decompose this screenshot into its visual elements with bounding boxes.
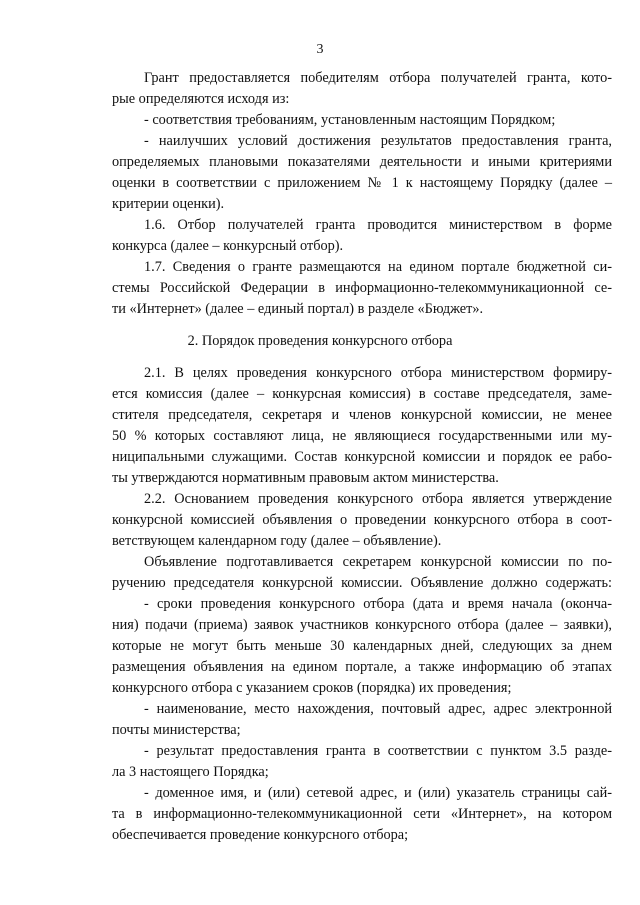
- text-line: критерии оценки).: [112, 196, 225, 212]
- text-line: 2.2. Основанием проведения конкурсного отбора является утверждение: [144, 491, 612, 507]
- text-line: ветствующем календарном году (далее – объявление).: [112, 533, 442, 549]
- text-line: - результат предоставления гранта в соответствии с пунктом 3.5 разде-: [144, 743, 612, 759]
- text-line: ты утверждаются нормативным правовым актом министерства.: [112, 470, 499, 486]
- text-line: ручению председателя конкурсной комиссии. Объявление должно содержать:: [112, 575, 612, 591]
- text-line: - наилучших условий достижения результатов предоставления гранта,: [144, 133, 612, 149]
- text-line: 2.1. В целях проведения конкурсного отбора министерством формиру-: [144, 365, 612, 381]
- text-line: обеспечивается проведение конкурсного отбора;: [112, 827, 409, 843]
- text-line: размещения объявления на едином портале, а также информацию об этапах: [112, 659, 612, 675]
- text-line: - наименование, место нахождения, почтовый адрес, адрес электронной: [144, 701, 612, 717]
- text-line: конкурсной комиссией объявления о проведении конкурсного отбора в соот-: [112, 512, 612, 528]
- text-line: конкурса (далее – конкурсный отбор).: [112, 238, 344, 254]
- text-line: рые определяются исходя из:: [112, 91, 290, 107]
- text-line: которые не могут быть меньше 30 календарных дней, следующих за днем: [112, 638, 612, 654]
- text-line: конкурсного отбора с указанием сроков (порядка) их проведения;: [112, 680, 512, 696]
- text-line: та в информационно-телекоммуникационной сети «Интернет», на котором: [112, 806, 612, 822]
- text-line: оценки в соответствии с приложением № 1 к настоящему Порядку (далее –: [112, 175, 612, 191]
- page-number: 3: [316, 42, 324, 57]
- text-line: ниципальными служащими. Состав конкурсной комиссии и порядок ее рабо-: [112, 449, 612, 465]
- text-line: стемы Российской Федерации в информационно-телекоммуникационной се-: [112, 280, 612, 296]
- text-line: - сроки проведения конкурсного отбора (дата и время начала (оконча-: [144, 596, 612, 612]
- text-line: ния) подачи (приема) заявок участников конкурсного отбора (далее – заявки),: [112, 617, 612, 633]
- section-heading: 2. Порядок проведения конкурсного отбора: [187, 333, 453, 349]
- text-line: 50 % которых составляют лица, не являющиеся государственными или му-: [112, 428, 612, 444]
- text-line: Объявление подготавливается секретарем конкурсной комиссии по по-: [144, 554, 612, 570]
- text-line: почты министерства;: [112, 722, 241, 738]
- text-line: - соответствия требованиям, установленным настоящим Порядком;: [144, 112, 556, 128]
- text-line: Грант предоставляется победителям отбора получателей гранта, кото-: [144, 70, 612, 86]
- text-line: 1.6. Отбор получателей гранта проводится министерством в форме: [144, 217, 612, 233]
- text-line: ти «Интернет» (далее – единый портал) в разделе «Бюджет».: [112, 301, 484, 317]
- text-line: 1.7. Сведения о гранте размещаются на едином портале бюджетной си-: [144, 259, 612, 275]
- text-line: стителя председателя, секретаря и членов конкурсной комиссии, не менее: [112, 407, 612, 423]
- text-line: ется комиссия (далее – конкурсная комиссия) в составе председателя, заме-: [112, 386, 612, 402]
- text-line: ла 3 настоящего Порядка;: [112, 764, 269, 780]
- text-line: определяемых плановыми показателями деятельности и иными критериями: [112, 154, 612, 170]
- text-line: - доменное имя, и (или) сетевой адрес, и (или) указатель страницы сай-: [144, 785, 612, 801]
